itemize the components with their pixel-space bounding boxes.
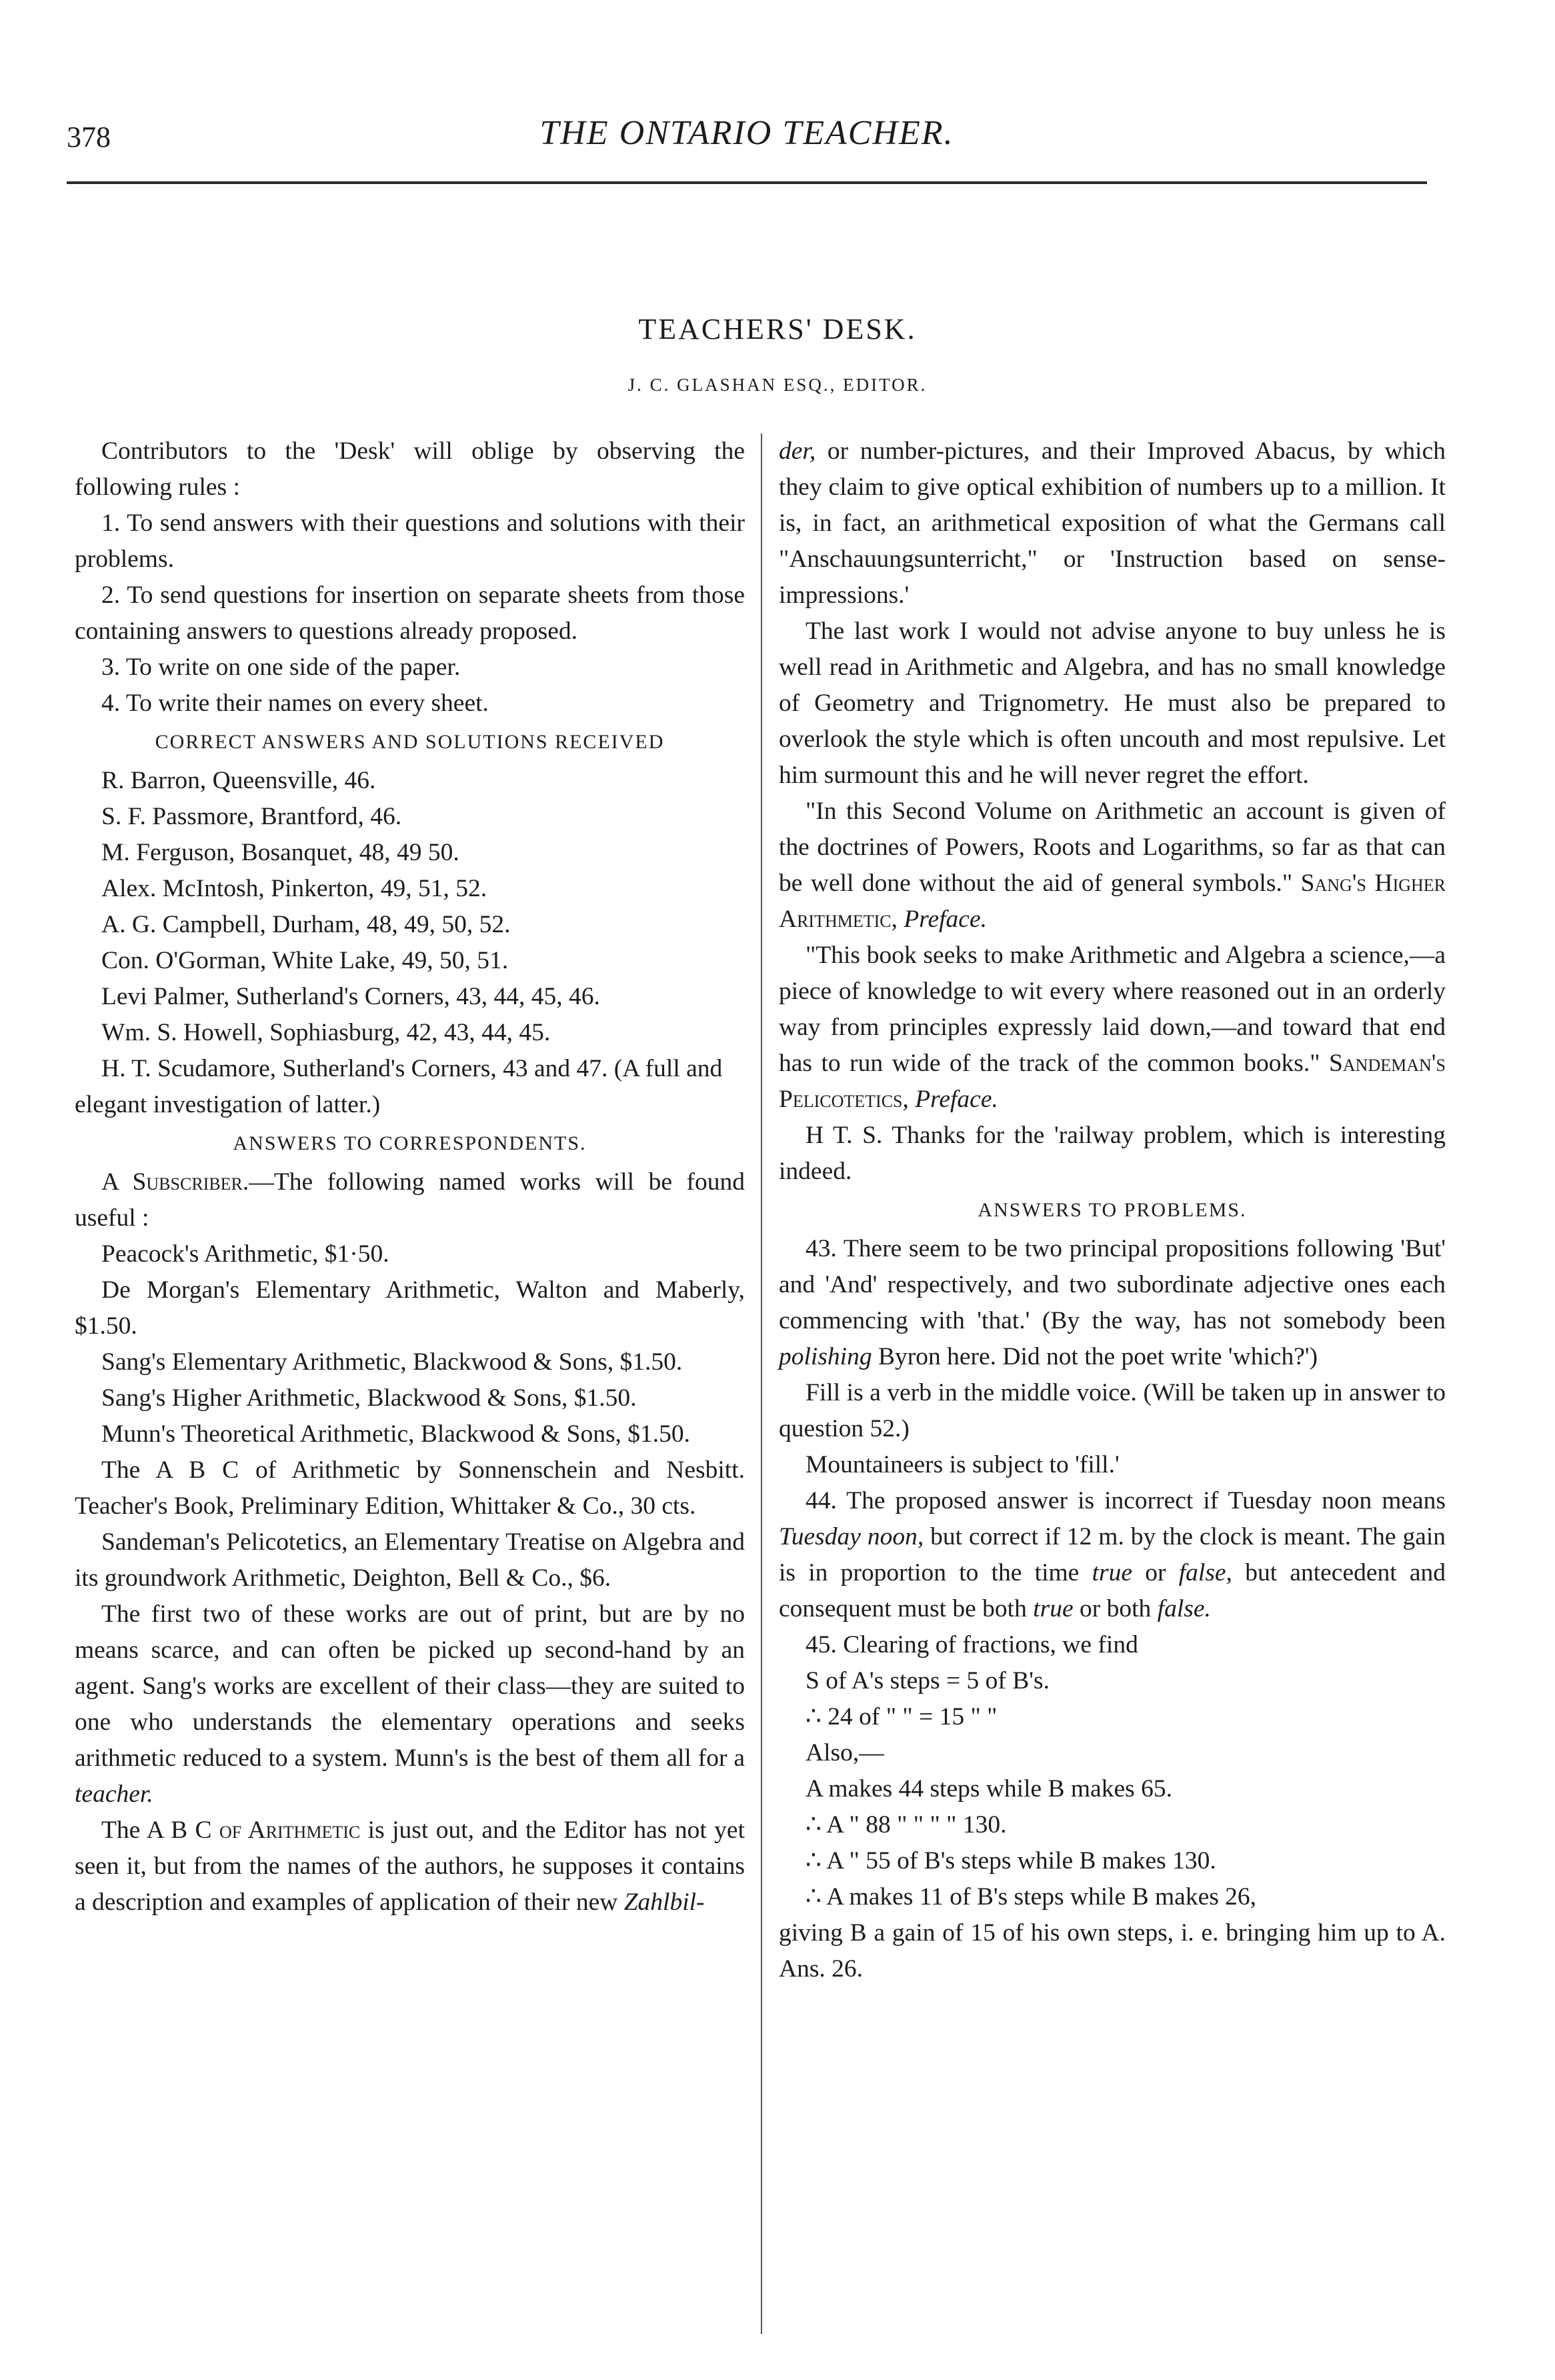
section-title: TEACHERS' DESK. — [638, 313, 917, 345]
closing-paragraph-1 — [75, 1596, 745, 1813]
book-entry: De Morgan's Elementary Arithmetic, Walton and Maberly, $1.50. — [75, 1276, 745, 1340]
closing-italic: Zahlbil- — [623, 1889, 705, 1916]
closing-text: is just out, and the Editor has not yet seen it, but from the names of the authors, he supposes it contains a description and examples of application of their new — [75, 1817, 745, 1916]
answer-text: Byron here. Did not the poet write 'which?') — [878, 1343, 1318, 1370]
closing-italic: teacher. — [75, 1780, 153, 1808]
book-entry: The A B C of Arithmetic by Sonnenschein and Nesbitt. Teacher's Book, Preliminary Edition, Whittaker & Co., 30 cts. — [75, 1456, 745, 1520]
answer-45-line: S of A's steps = 5 of B's. — [806, 1667, 1050, 1694]
answer-45-line: 45. Clearing of fractions, we find — [806, 1631, 1138, 1658]
book-entry: Sang's Higher Arithmetic, Blackwood & Sons, $1.50. — [101, 1384, 637, 1412]
answer-43-fill: Fill is a verb in the middle voice. (Will be taken up in answer to question 52.) — [779, 1379, 1446, 1442]
received-entry: Con. O'Gorman, White Lake, 49, 50, 51. — [101, 947, 509, 974]
quote-source-italic: Preface. — [915, 1086, 998, 1113]
answer-45-line: A makes 44 steps while B makes 65. — [806, 1775, 1172, 1803]
answer-45-line: ∴ A " 88 " " " " 130. — [806, 1811, 1007, 1839]
answer-43 — [779, 1231, 1446, 1375]
subscriber-text: —The following named works will be found useful : — [75, 1168, 745, 1232]
column-divider — [761, 433, 762, 2334]
answer-45-line: Also,— — [806, 1739, 884, 1766]
answer-45-line: ∴ A " 55 of B's steps while B makes 130. — [806, 1847, 1216, 1875]
quote-source-italic: Preface. — [904, 906, 987, 933]
closing-paragraph-2 — [75, 1813, 745, 1921]
book-entry: Sandeman's Pelicotetics, an Elementary Treatise on Algebra and its groundwork Arithmetic, Deighton, Bell & Co., $6. — [75, 1528, 745, 1592]
answer-45-line: ∴ 24 of " " = 15 " " — [806, 1703, 998, 1730]
answer-45-line: giving B a gain of 15 of his own steps, i. e. bringing him up to A. Ans. 26. — [779, 1919, 1446, 1983]
answer-text: but correct if 12 m. by the clock is meant. The gain is in proportion to the time — [779, 1523, 1446, 1586]
answer-text: or — [1145, 1559, 1166, 1586]
rule-item: 1. To send answers with their questions and solutions with their problems. — [75, 509, 745, 573]
answer-text: or both — [1080, 1595, 1152, 1622]
received-heading: CORRECT ANSWERS AND SOLUTIONS RECEIVED — [155, 731, 665, 753]
correspondents-heading: ANSWERS TO CORRESPONDENTS. — [233, 1132, 587, 1154]
closing-smallcaps: of Arithmetic — [219, 1817, 361, 1844]
received-entry: M. Ferguson, Bosanquet, 48, 49 50. — [101, 839, 459, 866]
rule-item: 2. To send questions for insertion on separate sheets from those containing answers to questions already proposed. — [75, 581, 745, 645]
answer-italic: false. — [1157, 1595, 1211, 1622]
running-title: THE ONTARIO TEACHER. — [539, 114, 954, 152]
book-entry: Peacock's Arithmetic, $1·50. — [101, 1240, 389, 1268]
editor-line: J. C. GLASHAN ESQ., EDITOR. — [627, 375, 928, 395]
received-entry: R. Barron, Queensville, 46. — [101, 767, 376, 794]
continuation-paragraph — [779, 433, 1446, 614]
answer-italic: Tuesday noon, — [779, 1523, 924, 1550]
book-entry: Sang's Elementary Arithmetic, Blackwood & Sons, $1.50. — [101, 1348, 683, 1376]
received-entry: Alex. McIntosh, Pinkerton, 49, 51, 52. — [101, 875, 487, 902]
left-column — [75, 433, 745, 1921]
book-entry: Munn's Theoretical Arithmetic, Blackwood & Sons, $1.50. — [101, 1420, 691, 1448]
closing-text: The A B C — [101, 1817, 219, 1844]
received-entry: Wm. S. Howell, Sophiasburg, 42, 43, 44, 45. — [101, 1019, 551, 1046]
header-rule — [67, 181, 1427, 184]
answer-italic: true — [1033, 1595, 1074, 1622]
received-entry: H. T. Scudamore, Sutherland's Corners, 43 and 47. (A full and elegant investigation of latter.) — [75, 1055, 723, 1118]
answer-text: 43. There seem to be two principal propositions following 'But' and 'And' respectively, and two subordinate adjective ones each commencing with 'that.' (By the way, has not somebody been — [779, 1235, 1446, 1334]
received-entry: S. F. Passmore, Brantford, 46. — [101, 803, 402, 830]
last-work-paragraph: The last work I would not advise anyone to buy unless he is well read in Arithmetic and Algebra, and has no small knowledge of Geometry and Trignometry. He must also be prepared to overlook the style which is often uncouth and most repulsive. Let him surmount this and he will never regret the effort. — [779, 618, 1446, 789]
quote-source: Sandeman's Pelicotetics, — [779, 1050, 1446, 1113]
answer-43-mountaineers: Mountaineers is subject to 'fill.' — [806, 1451, 1120, 1478]
rule-item: 3. To write on one side of the paper. — [101, 654, 461, 681]
answer-italic: true — [1092, 1559, 1132, 1586]
quote-source: Sang's Higher Arithmetic, — [779, 870, 1446, 933]
answer-text: but antecedent and consequent must be both — [779, 1559, 1446, 1622]
closing-text: The first two of these works are out of print, but are by no means scarce, and can often be picked up second-hand by an agent. Sang's works are excellent of their class—they are suited to one who understands the elementary operations and seeks arithmetic reduced to a system. Munn's is the best of them all for a — [75, 1600, 745, 1772]
quote-text: "In this Second Volume on Arithmetic an account is given of the doctrines of Powers, Roots and Logarithms, so far as that can be well done without the aid of general symbols." — [779, 798, 1446, 897]
quote-text: "This book seeks to make Arithmetic and Algebra a science,—a piece of knowledge to wit every where reasoned out in an orderly way from principles expressly laid down,—and toward that end has to run wide of the track of the common books." — [779, 942, 1446, 1077]
continuation-italic: der, — [779, 437, 816, 465]
quote-paragraph — [779, 938, 1446, 1118]
continuation-text: or number-pictures, and their Improved Abacus, by which they claim to give optical exhibition of numbers up to a million. It is, in fact, an arithmetical exposition of what the Germans call "Anschauungsunterricht," or 'Instruction based on sense-impressions.' — [779, 437, 1446, 609]
answer-italic: false, — [1178, 1559, 1232, 1586]
answer-45-line: ∴ A makes 11 of B's steps while B makes 26, — [806, 1883, 1257, 1911]
quote-paragraph — [779, 794, 1446, 938]
rules-intro: Contributors to the 'Desk' will oblige by observing the following rules : — [75, 437, 745, 501]
subscriber-label: A Subscriber. — [101, 1168, 249, 1196]
subscriber-para — [75, 1164, 745, 1236]
hts-note: H T. S. Thanks for the 'railway problem, which is interesting indeed. — [779, 1122, 1446, 1185]
answer-text: 44. The proposed answer is incorrect if Tuesday noon means — [806, 1487, 1446, 1514]
rule-item: 4. To write their names on every sheet. — [101, 690, 489, 717]
received-entry: A. G. Campbell, Durham, 48, 49, 50, 52. — [101, 911, 511, 938]
page-header — [67, 113, 1427, 173]
page-number: 378 — [67, 121, 111, 153]
received-entry: Levi Palmer, Sutherland's Corners, 43, 44, 45, 46. — [101, 983, 600, 1010]
problems-heading: ANSWERS TO PROBLEMS. — [978, 1199, 1247, 1221]
right-column — [779, 433, 1446, 1987]
answer-44 — [779, 1483, 1446, 1627]
answer-italic: polishing — [779, 1343, 872, 1370]
